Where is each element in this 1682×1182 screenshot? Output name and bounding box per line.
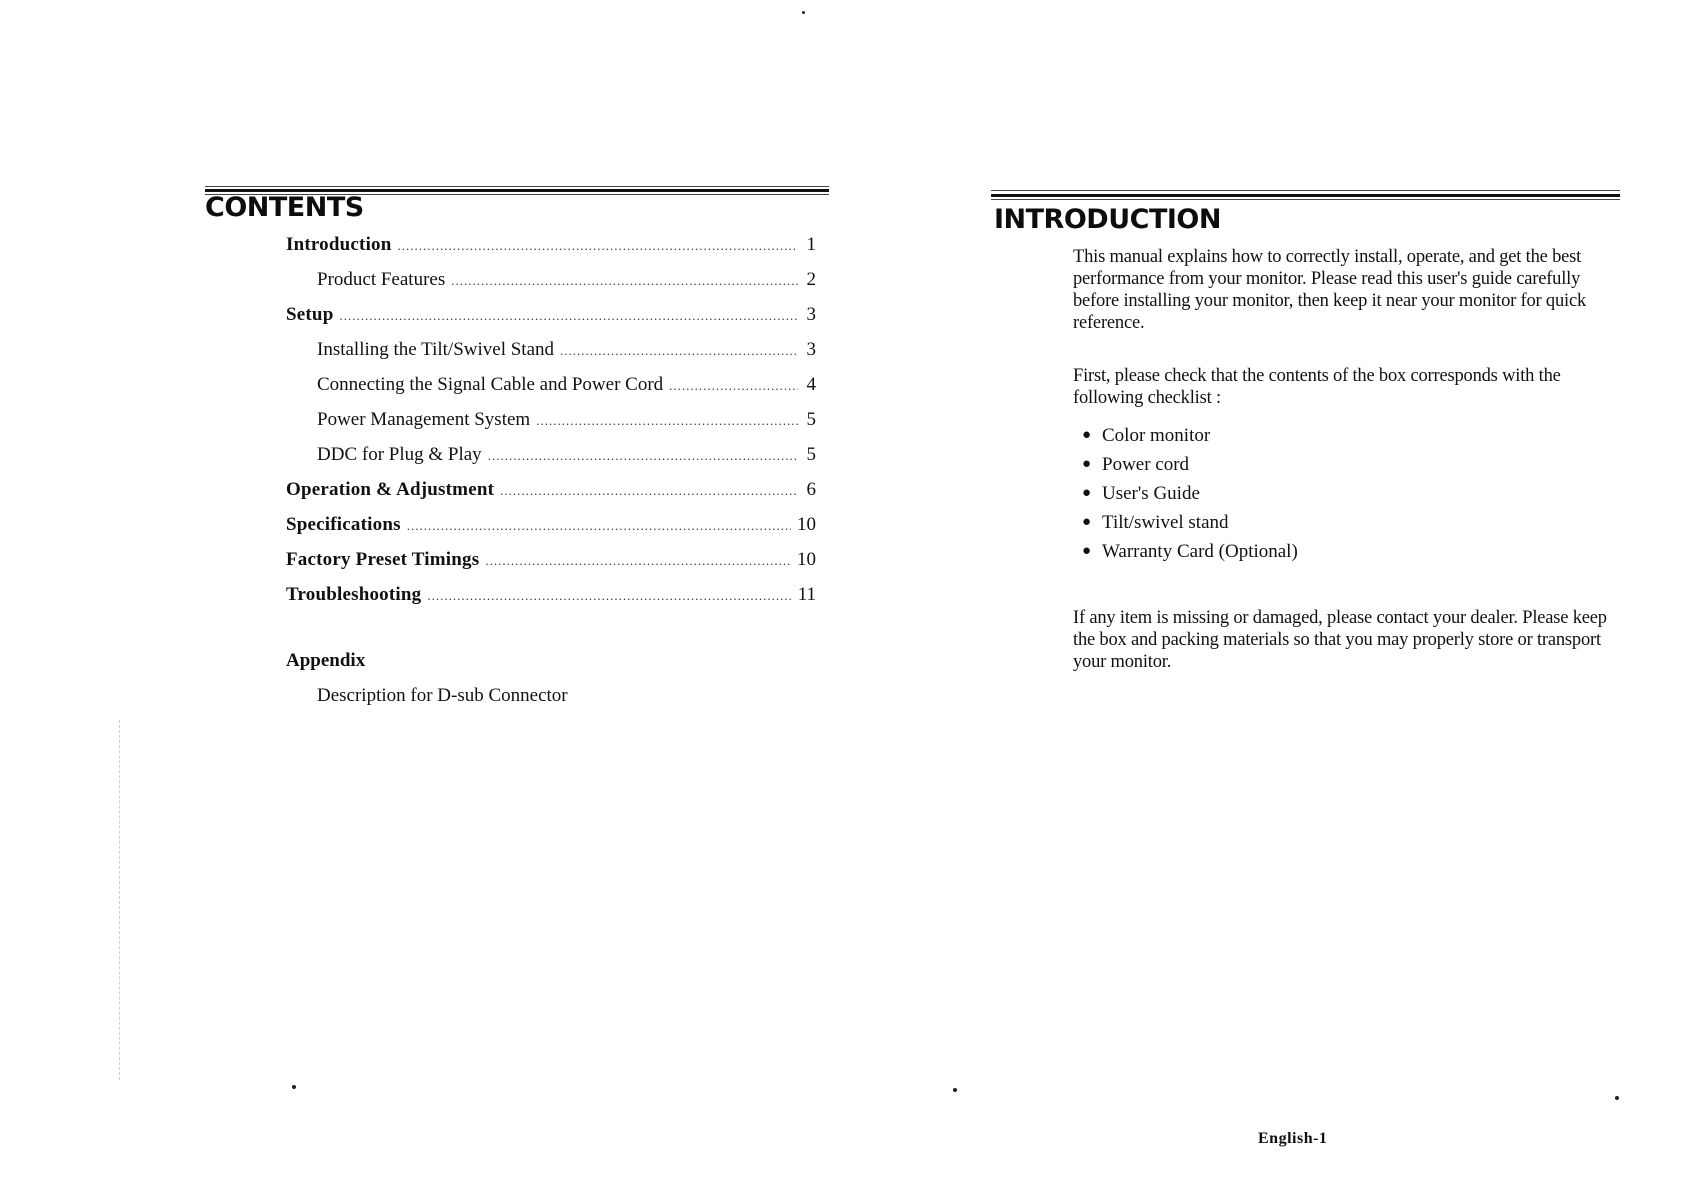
toc-leader-dots: [536, 413, 798, 429]
list-item: [1082, 483, 1298, 512]
toc-entry-label: DDC for Plug & Play: [317, 444, 482, 465]
toc-page-number: 2: [806, 269, 816, 290]
list-item: [1082, 454, 1298, 483]
toc-entry-label: Product Features: [317, 269, 446, 290]
bullet-icon: ●: [1082, 427, 1092, 443]
toc-entry-label: Installing the Tilt/Swivel Stand: [317, 339, 554, 360]
toc-entry[interactable]: [286, 549, 816, 584]
toc-entry-label: Specifications: [286, 514, 401, 535]
scan-speck: [802, 11, 805, 14]
toc-entry[interactable]: [286, 409, 816, 444]
checklist-item-label: Tilt/swivel stand: [1102, 512, 1229, 533]
contents-title: CONTENTS: [205, 192, 364, 223]
toc-entry-label: Operation & Adjustment: [286, 479, 495, 500]
list-item: [1082, 425, 1298, 454]
toc-entry[interactable]: [286, 304, 816, 339]
heading-rule-top: [205, 186, 829, 187]
bullet-icon: ●: [1082, 456, 1092, 472]
heading-rule-bottom: [991, 199, 1620, 200]
scan-speck: [1615, 1096, 1619, 1100]
appendix-item[interactable]: Description for D-sub Connector: [317, 685, 568, 706]
toc-entry[interactable]: [286, 479, 816, 514]
toc-page-number: 10: [797, 514, 816, 535]
toc-leader-dots: [407, 518, 791, 534]
scan-speck: [292, 1085, 296, 1089]
checklist-item-label: Power cord: [1102, 454, 1190, 475]
box-contents-checklist: [1082, 425, 1298, 570]
heading-rule-top: [991, 190, 1620, 191]
toc-leader-dots: [398, 238, 798, 254]
toc-page-number: 5: [806, 444, 816, 465]
toc-page-number: 6: [806, 479, 816, 500]
checklist-item-label: Warranty Card (Optional): [1102, 541, 1298, 562]
toc-entry-label: Connecting the Signal Cable and Power Cord: [317, 374, 664, 395]
toc-entry[interactable]: [286, 374, 816, 409]
introduction-page: [841, 0, 1682, 1182]
intro-paragraph: This manual explains how to correctly install, operate, and get the best performance from your monitor. Please read this user's guide carefully before installing your monitor, then keep it near your monitor for quick reference.: [1073, 247, 1587, 333]
toc-page-number: 5: [806, 409, 816, 430]
checklist-item-label: User's Guide: [1102, 483, 1200, 504]
toc-page-number: 3: [806, 304, 816, 325]
toc-leader-dots: [427, 588, 791, 604]
scan-binding-marks: [119, 720, 121, 1080]
toc-entry-label: Factory Preset Timings: [286, 549, 480, 570]
toc-entry-label: Introduction: [286, 234, 392, 255]
toc-entry[interactable]: [286, 269, 816, 304]
toc-page-number: 4: [806, 374, 816, 395]
page-number: English-1: [1258, 1130, 1328, 1147]
list-item: [1082, 541, 1298, 570]
toc-leader-dots: [488, 448, 798, 464]
heading-rule: [991, 194, 1620, 197]
appendix-title: Appendix: [286, 650, 366, 671]
introduction-title: INTRODUCTION: [994, 204, 1221, 235]
intro-checklist-lead: First, please check that the contents of the box corresponds with the following checklist :: [1073, 366, 1561, 408]
list-item: [1082, 512, 1298, 541]
toc-leader-dots: [339, 308, 798, 324]
toc-leader-dots: [485, 553, 791, 569]
intro-closing-paragraph: If any item is missing or damaged, please contact your dealer. Please keep the box and packing materials so that you may properly store or transport your monitor.: [1073, 608, 1607, 672]
toc-entry-label: Troubleshooting: [286, 584, 422, 605]
toc-leader-dots: [451, 273, 798, 289]
bullet-icon: ●: [1082, 514, 1092, 530]
bullet-icon: ●: [1082, 485, 1092, 501]
toc-entry[interactable]: [286, 234, 816, 269]
bullet-icon: ●: [1082, 543, 1092, 559]
toc-leader-dots: [560, 343, 798, 359]
toc-page-number: 10: [797, 549, 816, 570]
toc-entry[interactable]: [286, 339, 816, 374]
toc-entry[interactable]: [286, 444, 816, 479]
toc-entry-label: Setup: [286, 304, 334, 325]
table-of-contents: [286, 234, 816, 619]
toc-leader-dots: [500, 483, 798, 499]
checklist-item-label: Color monitor: [1102, 425, 1211, 446]
scan-speck: [953, 1088, 957, 1092]
toc-entry-label: Power Management System: [317, 409, 531, 430]
toc-page-number: 11: [797, 584, 816, 605]
toc-page-number: 3: [806, 339, 816, 360]
toc-entry[interactable]: [286, 584, 816, 619]
toc-page-number: 1: [806, 234, 816, 255]
toc-entry[interactable]: [286, 514, 816, 549]
toc-leader-dots: [669, 378, 798, 394]
